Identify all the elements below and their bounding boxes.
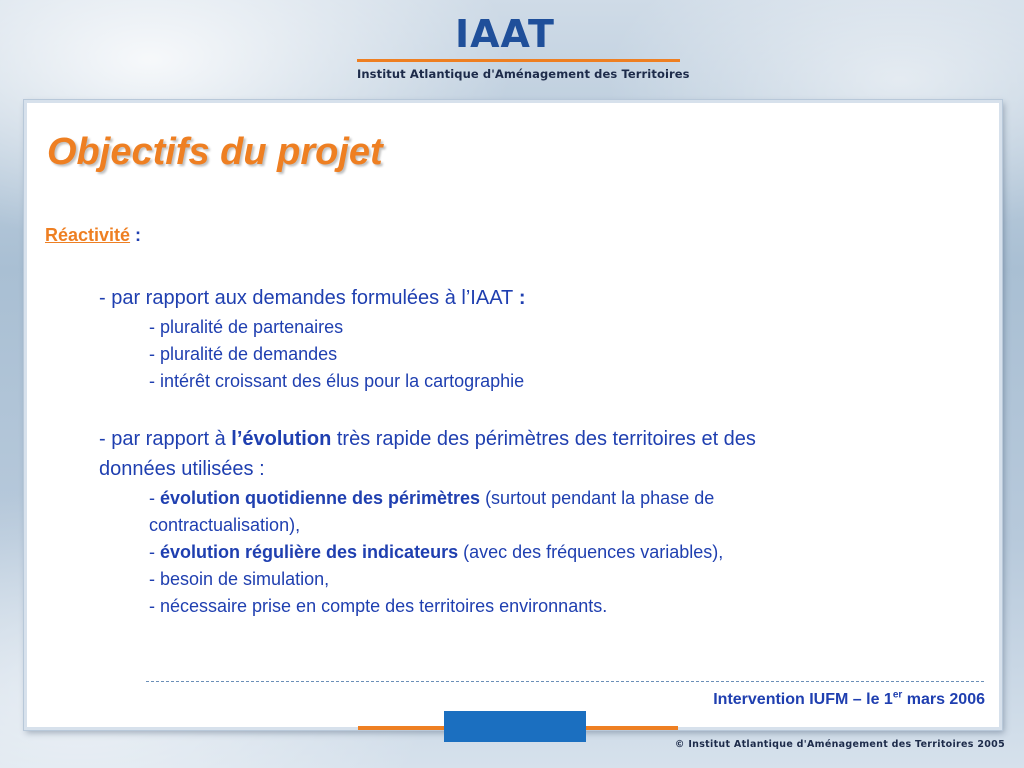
point2-rest: très rapide des périmètres des territoires et des — [331, 428, 756, 450]
section-label-colon: : — [130, 225, 142, 245]
point2-item-4: - nécessaire prise en compte des territoires environnants. — [149, 596, 608, 616]
footer-suffix: mars 2006 — [902, 691, 985, 708]
footer-superscript: er — [892, 689, 903, 701]
point2-item1-rest: (surtout pendant la phase de — [480, 488, 715, 508]
point2-prefix: - par rapport à — [99, 428, 232, 450]
footer-prefix: Intervention IUFM – le 1 — [713, 691, 893, 708]
iaat-logo — [357, 10, 690, 90]
point1-item-3: - intérêt croissant des élus pour la cartographie — [149, 371, 525, 391]
point2-item1-dash: - — [149, 488, 160, 508]
logo-orange-bar — [357, 59, 680, 62]
point2-line — [99, 428, 756, 451]
point2-item-1 — [149, 488, 714, 509]
section-label-text: Réactivité — [45, 225, 131, 245]
point2-line2: données utilisées : — [99, 458, 265, 480]
logo-text: IAAT — [455, 12, 555, 56]
footer-intervention — [713, 691, 985, 709]
point1-item-2: - pluralité de demandes — [149, 344, 338, 364]
logo-subtitle: Institut Atlantique d'Aménagement des Territoires — [357, 67, 690, 81]
point2-item-2 — [149, 542, 723, 563]
point1-text: - par rapport aux demandes formulées à l’IAAT — [99, 287, 514, 309]
bottom-blue-block — [444, 711, 586, 742]
section-label — [45, 225, 141, 246]
point1-item-1: - pluralité de partenaires — [149, 317, 344, 337]
slide-title: Objectifs du projet — [47, 131, 383, 173]
point2-item2-bold: évolution régulière des indicateurs — [160, 542, 459, 562]
point2-item2-dash: - — [149, 542, 160, 562]
point1-line — [99, 287, 526, 310]
point1-suffix: : — [513, 287, 526, 309]
copyright-text: © Institut Atlantique d'Aménagement des Territoires 2005 — [674, 739, 1005, 750]
point2-item-3: - besoin de simulation, — [149, 569, 330, 589]
slide-card — [24, 100, 1002, 730]
point2-item1-line2: contractualisation), — [149, 515, 301, 535]
point2-bold: l’évolution — [231, 428, 332, 450]
point2-item1-bold: évolution quotidienne des périmètres — [160, 488, 481, 508]
footer-divider — [146, 681, 984, 682]
point2-item2-rest: (avec des fréquences variables), — [458, 542, 724, 562]
